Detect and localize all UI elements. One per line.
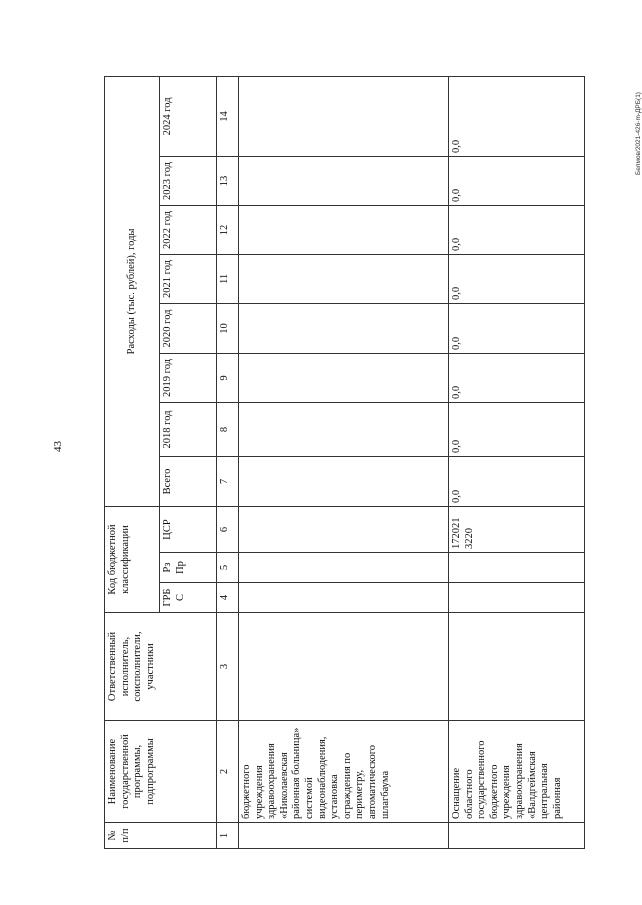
row-name: Оснащение областного государственного бюджетного учреждения здравоохранения «Валдгеймская центральная районная <box>449 721 585 823</box>
header-year: 2019 год <box>160 353 217 402</box>
header-executor: Ответственный исполнитель, соисполнители, участники <box>105 613 217 721</box>
col-number: 6 <box>217 506 239 552</box>
header-num: № п/п <box>105 823 217 849</box>
col-number: 13 <box>217 156 239 205</box>
row-total: 0,0 <box>449 456 585 506</box>
row-value: 0,0 <box>449 254 585 303</box>
col-number: 4 <box>217 583 239 613</box>
col-number: 12 <box>217 205 239 254</box>
header-year: 2021 год <box>160 254 217 303</box>
header-year: 2023 год <box>160 156 217 205</box>
footer-code: Белмов/2021-426-m-ДРБ(1) <box>634 92 642 175</box>
col-number: 1 <box>217 823 239 849</box>
row-value <box>239 402 449 456</box>
row-rz <box>239 553 449 583</box>
col-number: 14 <box>217 76 239 156</box>
row-csr <box>239 506 449 552</box>
row-name: бюджетного учреждения здравоохранения «Николаевская районная больница» системой видеонаблюдения, установка ограждения по периметру, автоматического шлагбаума <box>239 721 449 823</box>
header-total: Всего <box>160 456 217 506</box>
row-grbs <box>239 583 449 613</box>
row-grbs <box>449 583 585 613</box>
table-row <box>239 76 449 848</box>
col-number: 2 <box>217 721 239 823</box>
col-number: 11 <box>217 254 239 303</box>
header-expenses: Расходы (тыс. рублей), годы <box>105 76 160 506</box>
header-year: 2020 год <box>160 303 217 353</box>
budget-table <box>104 76 585 849</box>
col-number: 10 <box>217 303 239 353</box>
page-number: 43 <box>52 441 64 452</box>
row-value <box>239 205 449 254</box>
row-value: 0,0 <box>449 353 585 402</box>
row-executor <box>239 613 449 721</box>
col-number: 9 <box>217 353 239 402</box>
row-executor <box>449 613 585 721</box>
row-value <box>239 353 449 402</box>
column-number-row <box>217 76 239 848</box>
row-csr: 172021 3220 <box>449 506 585 552</box>
header-grbs: ГРБС <box>160 583 217 613</box>
row-value: 0,0 <box>449 402 585 456</box>
col-number: 8 <box>217 402 239 456</box>
header-year: 2022 год <box>160 205 217 254</box>
rotated-table-container <box>104 77 584 849</box>
header-budget-code: Код бюджетной классификации <box>105 506 160 612</box>
row-value: 0,0 <box>449 303 585 353</box>
row-value: 0,0 <box>449 205 585 254</box>
header-row-1 <box>105 76 160 848</box>
row-num <box>239 823 449 849</box>
col-number: 3 <box>217 613 239 721</box>
col-number: 7 <box>217 456 239 506</box>
table-row <box>449 76 585 848</box>
row-value <box>239 156 449 205</box>
row-value: 0,0 <box>449 156 585 205</box>
row-rz <box>449 553 585 583</box>
row-total <box>239 456 449 506</box>
header-name: Наименование государственной программы, подпрограммы <box>105 721 217 823</box>
row-num <box>449 823 585 849</box>
header-rz: Рз Пр <box>160 553 217 583</box>
row-value: 0,0 <box>449 76 585 156</box>
row-value <box>239 76 449 156</box>
row-value <box>239 303 449 353</box>
header-year: 2018 год <box>160 402 217 456</box>
col-number: 5 <box>217 553 239 583</box>
row-value <box>239 254 449 303</box>
header-csr: ЦСР <box>160 506 217 552</box>
header-year: 2024 год <box>160 76 217 156</box>
